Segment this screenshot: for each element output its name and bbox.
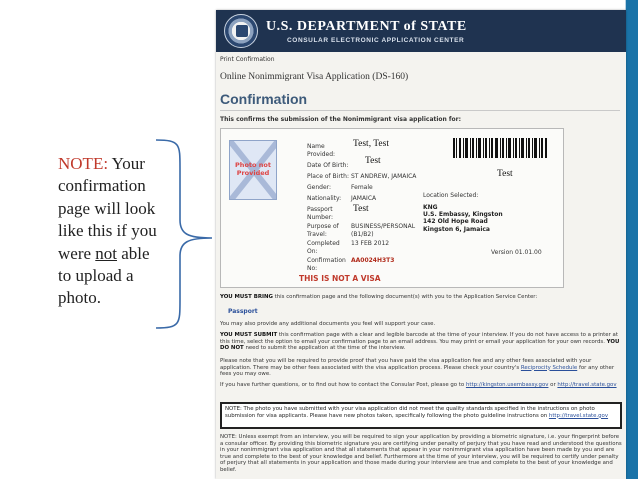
purpose-label — [307, 223, 339, 238]
purpose-label-1: Purpose of — [307, 223, 339, 230]
questions-or: or — [550, 382, 556, 388]
note-line2: confirmation — [58, 176, 146, 196]
note-line1: Your — [111, 154, 145, 173]
must-bring-text — [220, 294, 622, 301]
name-label-2: Provided: — [307, 150, 336, 158]
must-bring-rest: this confirmation page and the following document(s) with you to the Application Service Center: — [274, 294, 538, 300]
location-line3: Kingston 6, Jamaica — [423, 225, 490, 233]
fee-text — [220, 358, 622, 378]
biometric-note-text: NOTE: Unless exempt from an interview, you will be required to sign your application by providing a biometric signature, i.e. your fingerprint before a consular officer. By providing this biometric signature you are certifying under penalty of perjury that you have read and understood the questions in your nonimmigrant visa application and that all statements that appear in your nonimmigrant visa application have been made by you and are true and complete to the best of your knowledge and belief. Furthermore at the time of your interview, you will be required to certify under penalty of perjury that all statements in your application and those made during your interview are true and complete to the best of your knowledge and belief. — [220, 434, 622, 473]
must-bring-bold: YOU MUST BRING — [220, 294, 273, 300]
questions-body: If you have further questions, or to find out how to contact the Consular Post, please go to — [220, 382, 465, 388]
purpose-value — [351, 223, 415, 238]
note-line7: photo. — [58, 288, 101, 308]
location-line2: 142 Old Hope Road — [423, 218, 488, 226]
note-line5-post: able — [121, 243, 150, 263]
ceac-subtitle: CONSULAR ELECTRONIC APPLICATION CENTER — [287, 37, 465, 44]
do-not-bold: YOU DO NOT — [220, 338, 620, 352]
fee-text-end: for any other fees you may owe. — [220, 364, 615, 378]
edge-bar — [626, 0, 638, 479]
location-code: KNG — [423, 204, 438, 211]
title-divider — [220, 110, 620, 111]
confirmation-number: AA0024H3T3 — [351, 257, 395, 264]
purpose-label-2: Travel: — [307, 230, 327, 238]
department-title: U.S. DEPARTMENT of STATE — [266, 19, 467, 34]
completed-label-1: Completed — [307, 240, 340, 247]
note-label: NOTE: — [58, 154, 109, 173]
reciprocity-link[interactable]: Reciprocity Schedule — [520, 364, 578, 371]
version-text: Version 01.01.00 — [491, 249, 542, 256]
photo-not-provided — [230, 161, 276, 177]
page-title: Confirmation — [220, 91, 308, 107]
fee-text-body: Please note that you will be required to provide proof that you have paid the visa application fee and any other fees associated with your application. There may be other fees associated with the visa application process. Please check your country's — [220, 358, 592, 371]
note-line5-pre: were — [58, 243, 92, 263]
photo-text-2: Provided — [236, 169, 270, 177]
form-title: Online Nonimmigrant Visa Application (DS-160) — [220, 72, 409, 82]
photo-text-1: Photo not — [235, 161, 271, 169]
photo-quality-note-box — [220, 402, 622, 429]
note-line6: to upload a — [58, 266, 134, 286]
note-box-text: NOTE: The photo you have submitted with your visa application did not meet the quality standards specified in the instructions on photo submission for visa applicants. Please have new photos taken, specifically following the photo guideline instructions on — [225, 406, 595, 419]
gender-value: Female — [351, 184, 373, 191]
do-not-rest: need to submit the application at the time of the interview. — [245, 345, 406, 352]
nationality-label: Nationality: — [307, 195, 342, 202]
purpose-value-2: (B1/B2) — [351, 230, 374, 238]
not-a-visa-warning: THIS IS NOT A VISA — [299, 274, 381, 283]
confirms-text: This confirms the submission of the Nonimmigrant visa application for: — [220, 116, 461, 123]
note-line3: page will look — [58, 198, 156, 218]
document-header — [216, 10, 626, 52]
dob-label: Date Of Birth: — [307, 162, 349, 169]
passport-label-2: Number: — [307, 213, 334, 221]
must-submit-text — [220, 332, 622, 352]
note-line4: like this if you — [58, 221, 157, 241]
purpose-value-1: BUSINESS/PERSONAL — [351, 223, 416, 230]
confirmation-no-label — [307, 257, 346, 272]
must-submit-rest: this confirmation page with a clear and legible barcode at the time of your interview. If you do not have access to a printer at this time, select the option to email your confirmation page to an email address. You may print or email your application for your own records. — [220, 332, 618, 345]
photo-placeholder — [229, 140, 277, 200]
gender-label: Gender: — [307, 184, 332, 191]
passport-overlay: Test — [353, 204, 369, 214]
note-box-link[interactable]: http://travel.state.gov — [548, 412, 609, 419]
name-label — [307, 143, 335, 158]
completed-label-2: On: — [307, 247, 318, 255]
completed-label — [307, 240, 340, 255]
passport-label — [307, 206, 333, 221]
must-submit-bold: YOU MUST SUBMIT — [220, 332, 278, 338]
pob-value: ST ANDREW, JAMAICA — [351, 173, 417, 180]
note-underlined-word: not — [95, 243, 118, 263]
confno-label-1: Confirmation — [307, 257, 346, 264]
barcode-icon — [453, 138, 547, 158]
name-overlay: Test, Test — [353, 139, 389, 149]
dob-overlay: Test — [365, 156, 381, 166]
location-line1: U.S. Embassy, Kingston — [423, 211, 503, 219]
pob-label: Place of Birth: — [307, 173, 349, 180]
location-block — [423, 204, 503, 233]
passport-label-1: Passport — [307, 206, 333, 213]
kingston-embassy-link[interactable]: http://kingston.usembassy.gov — [465, 382, 549, 388]
nationality-value: JAMAICA — [351, 195, 377, 202]
curly-brace-icon — [150, 138, 216, 330]
confno-label-2: No: — [307, 264, 318, 272]
state-seal-icon — [224, 14, 258, 48]
barcode-overlay: Test — [497, 169, 513, 179]
additional-docs-text: You may also provide any additional documents you feel will support your case. — [220, 321, 436, 327]
questions-text — [220, 382, 622, 389]
location-label: Location Selected: — [423, 192, 479, 199]
confirmation-box — [220, 128, 564, 288]
name-label-1: Name — [307, 143, 325, 150]
passport-item: Passport — [228, 308, 258, 315]
completed-value: 13 FEB 2012 — [351, 240, 390, 247]
travel-state-link[interactable]: http://travel.state.gov — [557, 382, 617, 388]
confirmation-document — [216, 10, 626, 479]
print-confirmation-link[interactable]: Print Confirmation — [220, 56, 275, 63]
